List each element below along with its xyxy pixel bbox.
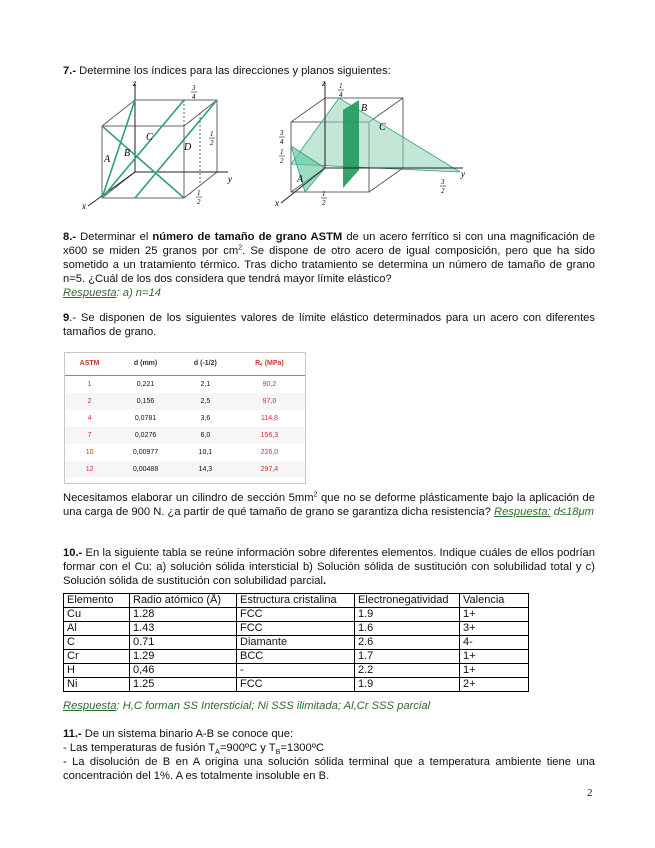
elements-table: [63, 593, 529, 692]
q8-sup: 2: [238, 244, 243, 252]
astm-cell: 297,4: [234, 461, 305, 478]
astm-header-cell: d (-1/2): [177, 353, 234, 376]
table-row: [64, 608, 529, 622]
elements-cell: 0,46: [130, 664, 237, 678]
q8-answer-label: Respuesta: [63, 287, 117, 299]
astm-cell: 6,0: [177, 427, 234, 444]
elements-cell: 1+: [460, 664, 529, 678]
astm-cell: 10,1: [198, 448, 213, 456]
fig2-top-den: 4: [339, 91, 343, 99]
astm-cell: 0,00488: [114, 461, 177, 478]
q7-number: 7.-: [63, 65, 77, 77]
elements-cell: 2.2: [355, 664, 460, 678]
q9-answer-text: d≤18μm: [550, 506, 594, 518]
astm-header-cell: d (mm): [114, 353, 177, 376]
q11-sub-b: B: [275, 749, 281, 757]
elements-cell: 2.6: [355, 636, 460, 650]
table-row: [64, 664, 529, 678]
astm-cell: 2: [65, 393, 114, 410]
elements-cell: 1.9: [355, 678, 460, 692]
fig2-b-den: 2: [322, 199, 326, 207]
elements-cell: 1.28: [130, 608, 237, 622]
table-row: [65, 427, 305, 444]
elements-cell: Diamante: [237, 636, 355, 650]
elements-header-cell: Electronegatividad: [355, 594, 460, 608]
q9-statement: [63, 311, 595, 339]
fig1-z-label: z: [133, 78, 137, 88]
table-row: [65, 376, 305, 394]
elements-header-cell: Radio atómico (Å): [130, 594, 237, 608]
elements-cell: FCC: [237, 622, 355, 636]
q11-line1-post: =1300ºC: [280, 742, 324, 754]
elements-header-cell: Valencia: [460, 594, 529, 608]
elements-cell: 1+: [460, 650, 529, 664]
q10-answer-text: : H,C forman SS Intersticial; Ni SSS ilimitada; Al,Cr SSS parcial: [116, 700, 431, 712]
table-row: [65, 393, 305, 410]
fig1-r-den: 2: [210, 139, 214, 147]
fig2-x-label: x: [275, 198, 279, 208]
fig2-label-a: A: [297, 174, 304, 185]
elements-cell: BCC: [237, 650, 355, 664]
q11-line1-pre: - Las temperaturas de fusión T: [63, 742, 216, 754]
fig2-label-b: B: [361, 103, 368, 114]
q11-line2: - La disolución de B en A origina una solución sólida terminal que a temperatura ambiente tiene una concentración del 1%. A es totalmente insoluble en B.: [63, 756, 595, 782]
q8-statement: [63, 230, 595, 300]
fig1-b-den: 2: [197, 198, 201, 206]
fig1-r-num: 1: [210, 130, 214, 138]
fig1-x-label: x: [82, 201, 86, 211]
fig1-top-den: 4: [192, 93, 196, 101]
astm-cell: 7: [65, 427, 114, 444]
q9-after-text2: que no se deforme plásticamente bajo la aplicación de una carga de 900 N. ¿a partir de qué tamaño de grano se garantiza dicha resistencia?: [63, 492, 595, 518]
elements-cell: FCC: [237, 608, 355, 622]
table-row: [65, 461, 305, 478]
q8-answer: [63, 287, 161, 299]
q8-bold: número de tamaño de grano ASTM: [152, 231, 343, 243]
q10-text: En la siguiente tabla se reúne información sobre diferentes elementos. Indique cuáles de ellos podrían formar con el Cu: a) solución sólida intersticial b) Solución sólida de sustitución con solubilidad total y c) Solución sólida de sustitución con solubilidad parcial: [63, 547, 595, 587]
fig2-r-num: 3: [441, 178, 445, 186]
astm-cell: 0,0781: [134, 414, 157, 422]
astm-cell: 14,3: [177, 461, 234, 478]
q10-answer-label: Respuesta: [63, 700, 117, 712]
fig2-top-num: 1: [339, 82, 343, 90]
elements-cell: C: [64, 636, 130, 650]
astm-cell: 0,156: [114, 393, 177, 410]
astm-cell: 12: [65, 461, 114, 478]
table-row: [64, 622, 529, 636]
q10-number: 10.-: [63, 547, 83, 559]
q8-number: 8.-: [63, 231, 77, 243]
q8-text-post: de un acero ferrítico si con una magnificación de x600 se miden 25 granos por cm: [63, 231, 595, 257]
fig1-label-d: D: [184, 142, 192, 153]
astm-header-row: [65, 353, 305, 376]
q9-after-text: Necesitamos elaborar un cilindro de sección 5mm: [63, 492, 314, 504]
astm-cell: 1: [87, 380, 92, 388]
q8-answer-text: : a) n=14: [116, 287, 161, 299]
astm-cell: 3,6: [200, 414, 211, 422]
table-row: [65, 410, 305, 427]
q10-answer: [63, 699, 595, 713]
astm-cell: 156,3: [234, 427, 305, 444]
elements-cell: 1.29: [130, 650, 237, 664]
fig2-l1-num: 3: [280, 129, 284, 137]
planes-figure: [275, 78, 475, 213]
fig1-top-num: 3: [192, 84, 196, 92]
q9-followup: [63, 491, 595, 519]
astm-cell: 0,00977: [132, 448, 159, 456]
elements-cell: Ni: [64, 678, 130, 692]
q10-text-end: .: [322, 575, 327, 587]
q11-number: 11.-: [63, 728, 82, 740]
q7-text: Determine los índices para las direcciones y planos siguientes:: [76, 65, 391, 77]
astm-cell: 4: [87, 414, 92, 422]
fig1-label-a: A: [104, 154, 111, 165]
astm-cell: 114,8: [260, 414, 278, 422]
elements-cell: Al: [64, 622, 130, 636]
elements-cell: Cr: [64, 650, 130, 664]
q9-after-sup: 2: [313, 491, 318, 499]
elements-cell: 1.6: [355, 622, 460, 636]
astm-cell: 10: [85, 448, 94, 456]
q11-sub-a: A: [215, 749, 220, 757]
q7-statement: [63, 64, 391, 78]
astm-cell: 0,0276: [114, 427, 177, 444]
elements-cell: 1.7: [355, 650, 460, 664]
elements-cell: 4-: [460, 636, 529, 650]
fig1-label-b: B: [124, 148, 131, 159]
astm-header-cell: Rₑ (MPa): [234, 353, 305, 376]
elements-cell: 0.71: [130, 636, 237, 650]
elements-cell: 1.9: [355, 608, 460, 622]
elements-header-row: [64, 594, 529, 608]
q9-number: 9: [63, 312, 70, 324]
table-row: [64, 650, 529, 664]
elements-cell: H: [64, 664, 130, 678]
astm-cell: 2,1: [200, 380, 211, 388]
q10-statement: [63, 546, 595, 588]
q9-answer-label: Respuesta:: [494, 506, 551, 518]
fig1-label-c: C: [146, 132, 153, 143]
elements-cell: 1.43: [130, 622, 237, 636]
astm-cell: 2,5: [177, 393, 234, 410]
fig1-b-num: 1: [197, 189, 201, 197]
astm-table: [64, 352, 306, 484]
astm-cell: 226,0: [260, 448, 279, 456]
elements-cell: -: [237, 664, 355, 678]
fig2-l2-num: 1: [280, 148, 284, 156]
elements-cell: 1.25: [130, 678, 237, 692]
table-row: [65, 444, 305, 461]
page-number: 2: [587, 787, 593, 799]
astm-cell: 97,0: [234, 393, 305, 410]
q9-answer: [494, 506, 594, 518]
elements-cell: Cu: [64, 608, 130, 622]
q8-text-pre: Determinar el: [76, 231, 153, 243]
fig2-label-c: C: [379, 122, 386, 133]
fig2-l2-den: 2: [280, 157, 284, 165]
elements-cell: 3+: [460, 622, 529, 636]
fig2-y-label: y: [461, 169, 465, 179]
q11-statement: [63, 727, 595, 741]
directions-figure: [80, 78, 240, 213]
elements-cell: FCC: [237, 678, 355, 692]
elements-header-cell: Elemento: [64, 594, 130, 608]
elements-cell: 1+: [460, 608, 529, 622]
q9-text: .- Se disponen de los siguientes valores de límite elástico determinados para un acero con diferentes tamaños de grano.: [63, 312, 595, 338]
table-row: [64, 636, 529, 650]
q8-text-post2: . Se dispone de otro acero de igual composición, pero que ha sido sometido a un tratamiento térmico. Tras dicho tratamiento se determina un número de tamaño de grano n=5. ¿Cuál de los dos considera que tendrá mayor límite elástico?: [63, 245, 595, 285]
astm-cell: 0,221: [136, 380, 155, 388]
fig2-l1-den: 4: [280, 138, 284, 146]
astm-header-cell: ASTM: [65, 353, 114, 376]
q11-line1-mid: =900ºC y T: [219, 742, 276, 754]
fig1-y-label: y: [228, 174, 232, 184]
fig2-r-den: 2: [441, 187, 445, 195]
elements-cell: 2+: [460, 678, 529, 692]
q11-line1: [63, 741, 595, 755]
table-row: [64, 678, 529, 692]
q11-text: De un sistema binario A-B se conoce que:: [81, 728, 294, 740]
astm-cell: 90,2: [262, 380, 277, 388]
fig2-b-num: 1: [322, 190, 326, 198]
elements-header-cell: Estructura cristalina: [237, 594, 355, 608]
fig2-z-label: z: [322, 78, 326, 88]
